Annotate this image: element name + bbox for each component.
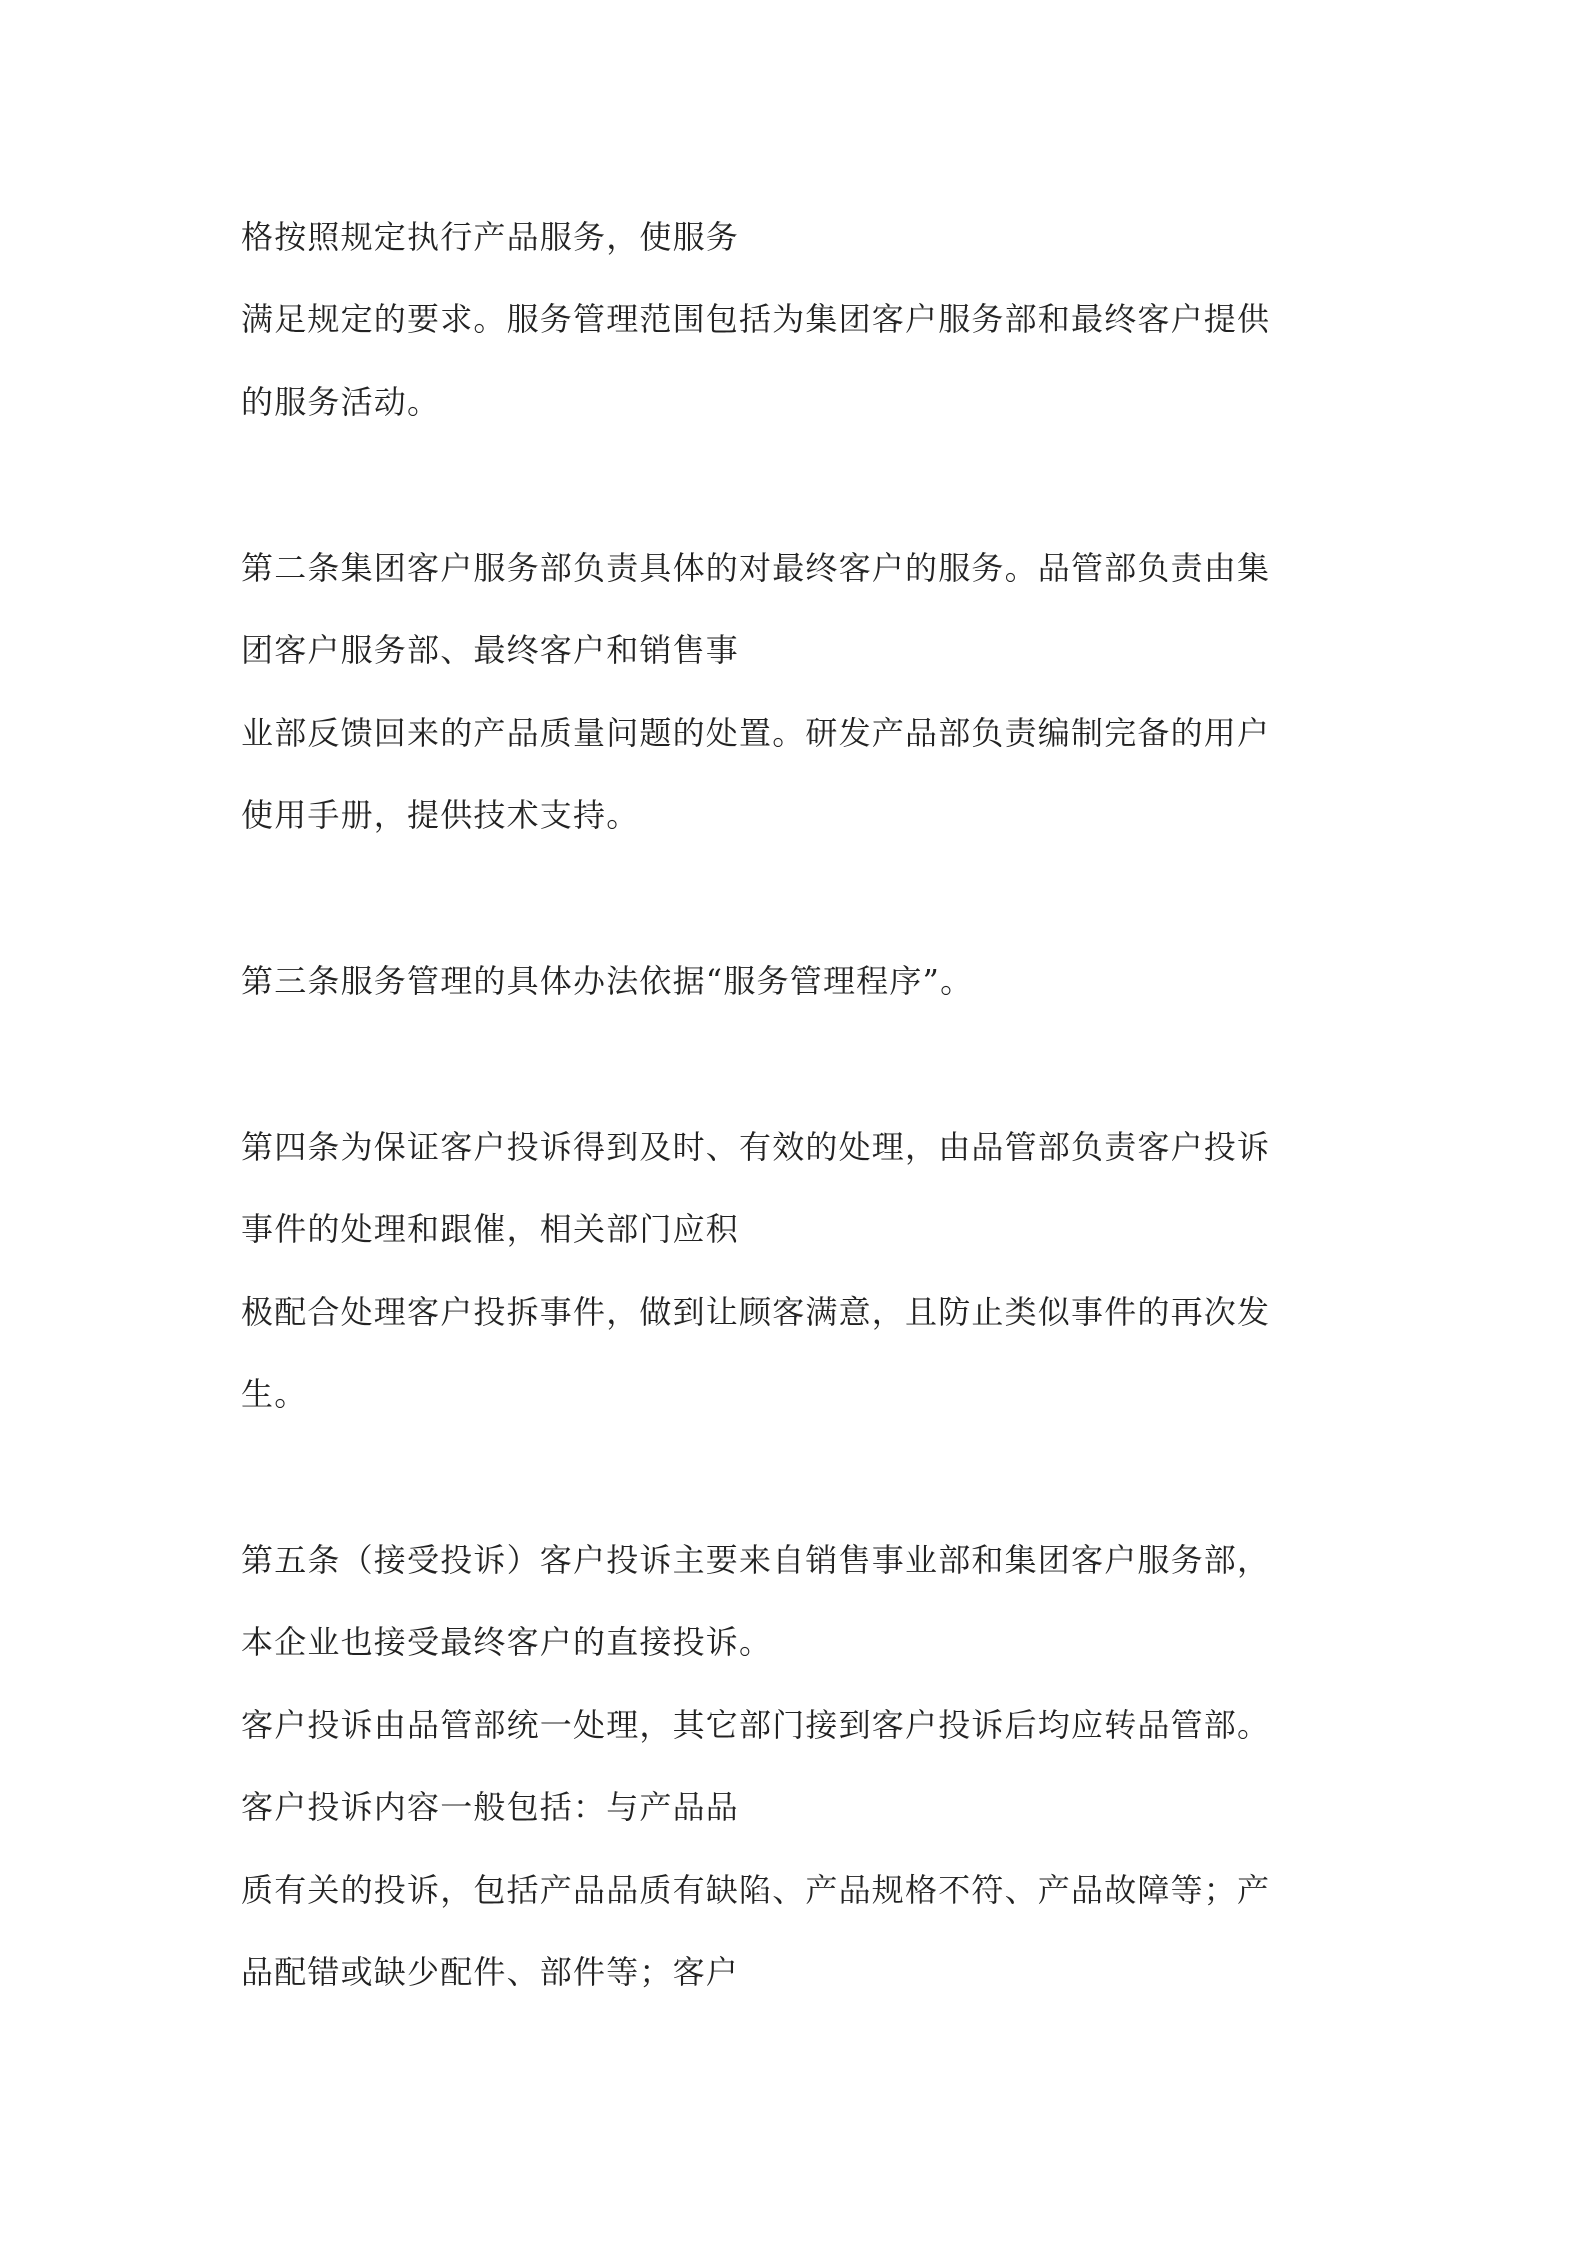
text-line-1: 格按照规定执行产品服务，使服务: [241, 218, 740, 256]
text-line-12: 生。: [241, 1375, 308, 1413]
text-line-8: 第三条服务管理的具体办法依据“服务管理程序”。: [241, 962, 974, 1000]
text-line-17: 质有关的投诉，包括产品品质有缺陷、产品规格不符、产品故障等；产: [241, 1871, 1271, 1909]
text-line-9: 第四条为保证客户投诉得到及时、有效的处理，由品管部负责客户投诉: [241, 1128, 1271, 1166]
text-line-13: 第五条（接受投诉）客户投诉主要来自销售事业部和集团客户服务部，: [241, 1541, 1271, 1579]
text-line-5: 团客户服务部、最终客户和销售事: [241, 631, 740, 669]
text-line-4: 第二条集团客户服务部负责具体的对最终客户的服务。品管部负责由集: [241, 549, 1271, 587]
text-line-18: 品配错或缺少配件、部件等；客户: [241, 1953, 740, 1991]
text-line-11: 极配合处理客户投拆事件，做到让顾客满意，且防止类似事件的再次发: [241, 1293, 1271, 1331]
text-line-7: 使用手册，提供技术支持。: [241, 796, 640, 834]
text-line-2: 满足规定的要求。服务管理范围包括为集团客户服务部和最终客户提供: [241, 300, 1271, 338]
text-line-15: 客户投诉由品管部统一处理，其它部门接到客户投诉后均应转品管部。: [241, 1706, 1271, 1744]
text-line-3: 的服务活动。: [241, 383, 441, 421]
text-line-10: 事件的处理和跟催，相关部门应积: [241, 1210, 740, 1248]
text-line-16: 客户投诉内容一般包括：与产品品: [241, 1788, 740, 1826]
text-line-6: 业部反馈回来的产品质量问题的处置。研发产品部负责编制完备的用户: [241, 714, 1271, 752]
text-line-14: 本企业也接受最终客户的直接投诉。: [241, 1623, 773, 1661]
